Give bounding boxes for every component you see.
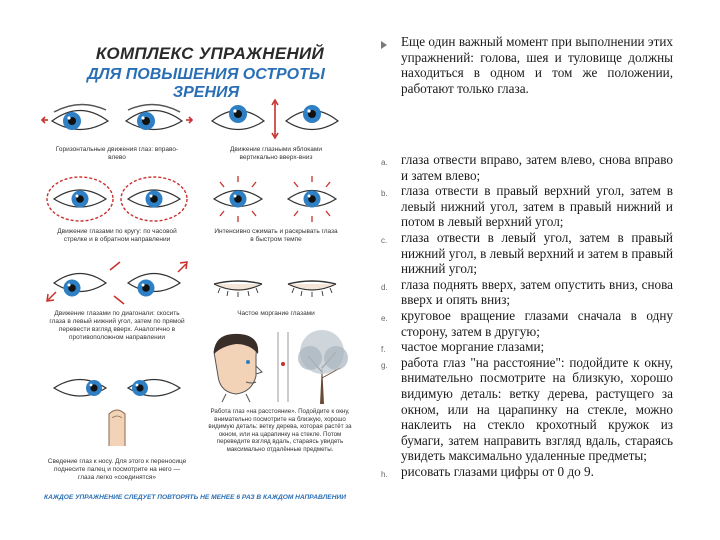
list-item-text: частое моргание глазами; (401, 339, 545, 355)
list-marker: d. (381, 282, 388, 292)
exercise-horizontal (42, 94, 192, 166)
poster-footer: КАЖДОЕ УПРАЖНЕНИЕ СЛЕДУЕТ ПОВТОРЯТЬ НЕ МЕНЕЕ 6 РАЗ В КАЖДОМ НАПРАВЛЕНИИ (44, 494, 346, 501)
exercise-list (381, 152, 673, 479)
tree-icon (290, 328, 354, 404)
caption-squeeze: Интенсивно сжимать и раскрывать глаза в быстром темпе (214, 228, 338, 243)
exercise-diagonal (42, 256, 192, 364)
eye-icon (206, 172, 346, 224)
exercise-distance (206, 332, 354, 492)
list-marker: f. (381, 345, 386, 355)
eye-icon (42, 366, 192, 410)
eye-icon (206, 256, 346, 308)
caption-horizontal: Горизонтальные движения глаз: вправо-влево (55, 146, 179, 161)
caption-blinking: Частое моргание глазами (237, 310, 315, 317)
poster-title-line1: КОМПЛЕКС УПРАЖНЕНИЙ (95, 44, 325, 63)
finger-icon (42, 406, 192, 446)
intro-paragraph: Еще один важный момент при выполнении этих упражнений: голова, шея и туловище должны находиться в одном и том же положении, работают только глаза. (401, 34, 673, 96)
exercise-blinking (206, 256, 346, 334)
exercise-convergence (42, 366, 192, 490)
list-marker: a. (381, 158, 388, 167)
exercise-poster (28, 28, 358, 512)
caption-distance: Работа глаз «на расстояние». Подойдите к окну, внимательно посмотрите на близкую, хорошо видимую деталь: ветку дерева, которая растёт за окном, или на царапинку на стекле. Потом переведите взгляд вдаль, стараясь увидеть максимально отдалённые предметы. (208, 408, 352, 453)
list-item (381, 355, 673, 464)
poster-title-line2: ДЛЯ ПОВЫШЕНИЯ ОСТРОТЫ ЗРЕНИЯ (87, 66, 325, 101)
exercise-circular (42, 172, 192, 250)
list-marker: b. (381, 189, 388, 199)
list-item (381, 308, 673, 339)
list-item-text: глаза отвести вправо, затем влево, снова вправо и затем влево; (401, 152, 673, 183)
list-item-text: круговое вращение глазами сначала в одну сторону, затем в другую; (401, 307, 673, 339)
list-item (381, 230, 673, 277)
list-marker: e. (381, 313, 388, 323)
eye-icon (42, 172, 192, 224)
list-marker: c. (381, 235, 388, 245)
eye-icon (42, 256, 192, 308)
list-item-text: глаза поднять вверх, затем опустить вниз, снова вверх и опять вниз; (401, 276, 673, 308)
list-item (381, 277, 673, 308)
arrow-icon (381, 41, 387, 49)
list-marker: h. (381, 469, 388, 479)
list-item (381, 183, 673, 230)
exercise-squeeze (206, 172, 346, 250)
caption-circular: Движение глазами по кругу: по часовой стрелке и в обратном направлении (57, 228, 177, 243)
list-marker: g. (381, 360, 388, 370)
eye-icon (206, 94, 346, 144)
eye-icon (42, 94, 192, 144)
list-item (381, 339, 673, 355)
list-item (381, 152, 673, 183)
exercise-vertical (206, 94, 346, 166)
list-item-text: глаза отвести в правый верхний угол, затем в левый нижний угол, затем в правый нижний и потом в левый верхний угол; (401, 183, 673, 230)
caption-vertical: Движение глазными яблоками вертикально вверх-вниз (230, 146, 322, 161)
list-item (381, 464, 673, 480)
list-item-text: рисовать глазами цифры от 0 до 9. (401, 463, 594, 479)
list-item-text: работа глаз "на расстояние": подойдите к окну, внимательно посмотрите на близкую, хорошо видимую деталь: ветку дерева, растущего за окном, или на царапинку на стекле, можно наклеить на стекло крохотный кружок из бумаги, затем направить взгляд вдаль, стараясь увидеть максимально удаленные предметы; (401, 354, 673, 464)
caption-diagonal: Движение глазами по диагонали: скосить глаза в левый нижний угол, затем по прямой перевести взгляд вверх. Аналогично в противоположном направлении (49, 310, 185, 341)
caption-convergence: Сведение глаз к носу. Для этого к переносице поднесите палец и посмотрите на него — глаза легко «соединятся» (47, 458, 187, 481)
list-item-text: глаза отвести в левый угол, затем в правый нижний угол, в левый верхний и затем в правый нижний угол; (401, 229, 673, 277)
